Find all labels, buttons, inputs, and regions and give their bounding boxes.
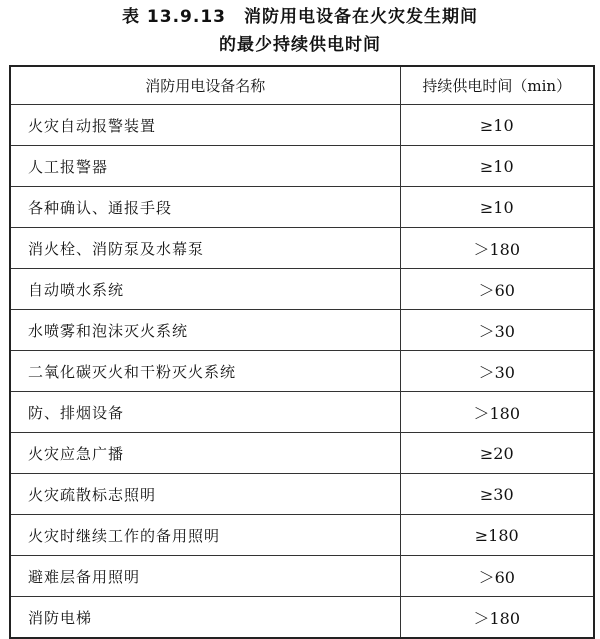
duration-cell: ≥180 (400, 515, 594, 556)
table-title-line-2: 的最少持续供电时间 (219, 35, 381, 55)
header-supply-duration: 持续供电时间（min） (400, 66, 594, 105)
table-header-row (10, 66, 594, 105)
equipment-name-cell: 二氧化碳灭火和干粉灭火系统 (10, 351, 400, 392)
table-row (10, 228, 594, 269)
table-row (10, 269, 594, 310)
duration-cell: ＞30 (400, 351, 594, 392)
equipment-name-cell: 水喷雾和泡沫灭火系统 (10, 310, 400, 351)
equipment-name-cell: 人工报警器 (10, 146, 400, 187)
table-row (10, 556, 594, 597)
equipment-name-cell: 火灾疏散标志照明 (10, 474, 400, 515)
table-row (10, 351, 594, 392)
duration-cell: ≥10 (400, 146, 594, 187)
equipment-name-cell: 火灾应急广播 (10, 433, 400, 474)
duration-cell: ≥20 (400, 433, 594, 474)
duration-cell: ＞60 (400, 269, 594, 310)
duration-cell: ＞180 (400, 597, 594, 639)
table-row (10, 515, 594, 556)
equipment-name-cell: 消火栓、消防泵及水幕泵 (10, 228, 400, 269)
table-row (10, 187, 594, 228)
duration-cell: ≥10 (400, 187, 594, 228)
table-row (10, 392, 594, 433)
table-row (10, 310, 594, 351)
table-row (10, 146, 594, 187)
power-supply-table-container (9, 65, 593, 627)
duration-cell: ≥10 (400, 105, 594, 146)
table-title-line-1: 表 13.9.13 消防用电设备在火灾发生期间 (122, 7, 478, 27)
power-supply-duration-table (9, 65, 595, 639)
equipment-name-cell: 火灾时继续工作的备用照明 (10, 515, 400, 556)
table-row (10, 474, 594, 515)
duration-cell: ＞60 (400, 556, 594, 597)
duration-cell: ＞30 (400, 310, 594, 351)
equipment-name-cell: 防、排烟设备 (10, 392, 400, 433)
header-equipment-name: 消防用电设备名称 (10, 66, 400, 105)
equipment-name-cell: 消防电梯 (10, 597, 400, 639)
equipment-name-cell: 各种确认、通报手段 (10, 187, 400, 228)
equipment-name-cell: 火灾自动报警装置 (10, 105, 400, 146)
equipment-name-cell: 自动喷水系统 (10, 269, 400, 310)
table-row (10, 433, 594, 474)
table-row (10, 105, 594, 146)
table-row (10, 597, 594, 639)
equipment-name-cell: 避难层备用照明 (10, 556, 400, 597)
duration-cell: ≥30 (400, 474, 594, 515)
duration-cell: ＞180 (400, 228, 594, 269)
duration-cell: ＞180 (400, 392, 594, 433)
